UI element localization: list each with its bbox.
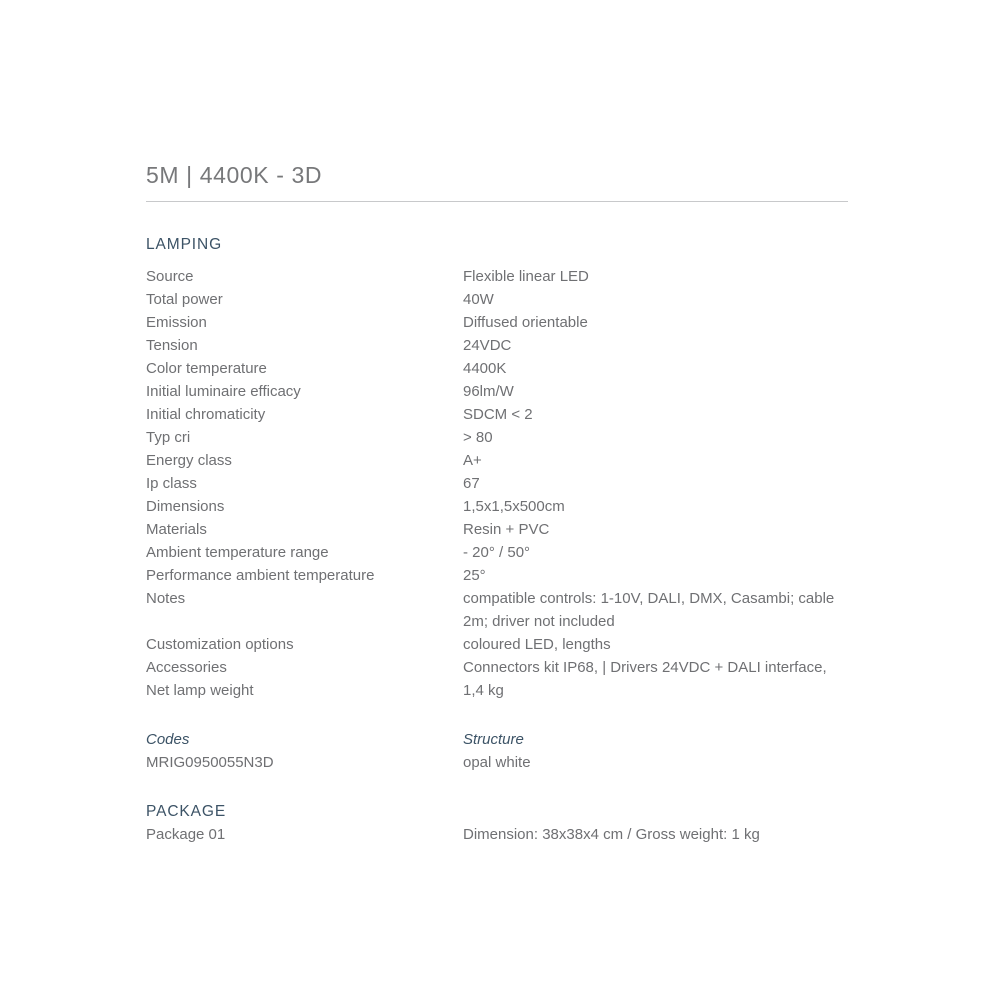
section-heading-package: PACKAGE	[146, 803, 227, 820]
spec-label: Notes	[146, 590, 186, 607]
spec-label: Performance ambient temperature	[146, 567, 375, 584]
spec-row-accessories	[146, 656, 848, 679]
package-name: Package 01	[146, 826, 226, 843]
spec-value: A+	[463, 452, 482, 469]
spec-row-notes	[146, 587, 848, 633]
spec-row-ip-class	[146, 472, 848, 495]
spec-value: 4400K	[463, 360, 507, 377]
spec-row-net-lamp-weight	[146, 679, 848, 702]
spec-value: 25°	[463, 567, 486, 584]
spec-label: Initial chromaticity	[146, 406, 266, 423]
codes-column	[146, 728, 463, 774]
spec-label: Source	[146, 268, 194, 285]
section-heading-lamping: LAMPING	[146, 236, 223, 253]
spec-value: Connectors kit IP68, | Drivers 24VDC + DALI interface,	[463, 659, 827, 676]
spec-value: 1,4 kg	[463, 682, 504, 699]
spec-row-tension	[146, 334, 848, 357]
title-divider	[146, 201, 848, 202]
spec-row-ambient-temperature-range	[146, 541, 848, 564]
spec-row-materials	[146, 518, 848, 541]
spec-row-color-temperature	[146, 357, 848, 380]
spec-value: 1,5x1,5x500cm	[463, 498, 565, 515]
spec-value: SDCM < 2	[463, 406, 533, 423]
spec-value: Diffused orientable	[463, 314, 588, 331]
spec-label: Ip class	[146, 475, 197, 492]
spec-row-typ-cri	[146, 426, 848, 449]
spec-row-source	[146, 265, 848, 288]
spec-value: 67	[463, 475, 480, 492]
spec-label: Emission	[146, 314, 207, 331]
spec-row-initial-luminaire-efficacy	[146, 380, 848, 403]
spec-label: Materials	[146, 521, 207, 538]
spec-value: Resin + PVC	[463, 521, 550, 538]
spec-row-initial-chromaticity	[146, 403, 848, 426]
spec-label: Net lamp weight	[146, 682, 254, 699]
structure-heading: Structure	[463, 731, 524, 748]
spec-value: 40W	[463, 291, 494, 308]
spec-label: Total power	[146, 291, 223, 308]
spec-value: - 20° / 50°	[463, 544, 531, 561]
page-title: 5M | 4400K - 3D	[146, 162, 323, 188]
structure-value: opal white	[463, 754, 531, 771]
spec-label: Accessories	[146, 659, 227, 676]
spec-label: Typ cri	[146, 429, 191, 446]
spec-row-customization-options	[146, 633, 848, 656]
spec-label: Color temperature	[146, 360, 267, 377]
spec-row-dimensions	[146, 495, 848, 518]
spec-row-emission	[146, 311, 848, 334]
spec-label: Customization options	[146, 636, 294, 653]
spec-label: Energy class	[146, 452, 232, 469]
spec-value: Flexible linear LED	[463, 268, 589, 285]
spec-value: compatible controls: 1-10V, DALI, DMX, Casambi; cable 2m; driver not included	[463, 590, 835, 630]
spec-label: Tension	[146, 337, 198, 354]
spec-row-performance-ambient-temperature	[146, 564, 848, 587]
spec-value: coloured LED, lengths	[463, 636, 611, 653]
spec-row-energy-class	[146, 449, 848, 472]
spec-value: 96lm/W	[463, 383, 514, 400]
package-details: Dimension: 38x38x4 cm / Gross weight: 1 kg	[463, 826, 760, 843]
codes-structure-block	[146, 728, 848, 774]
codes-value: MRIG0950055N3D	[146, 754, 274, 771]
spec-label: Ambient temperature range	[146, 544, 329, 561]
spec-label: Dimensions	[146, 498, 225, 515]
spec-value: 24VDC	[463, 337, 512, 354]
spec-row-total-power	[146, 288, 848, 311]
lamping-spec-list	[146, 265, 848, 702]
spec-value: > 80	[463, 429, 493, 446]
structure-column	[463, 728, 848, 774]
spec-sheet	[146, 161, 848, 846]
codes-heading: Codes	[146, 731, 190, 748]
package-row	[146, 823, 848, 846]
spec-label: Initial luminaire efficacy	[146, 383, 301, 400]
